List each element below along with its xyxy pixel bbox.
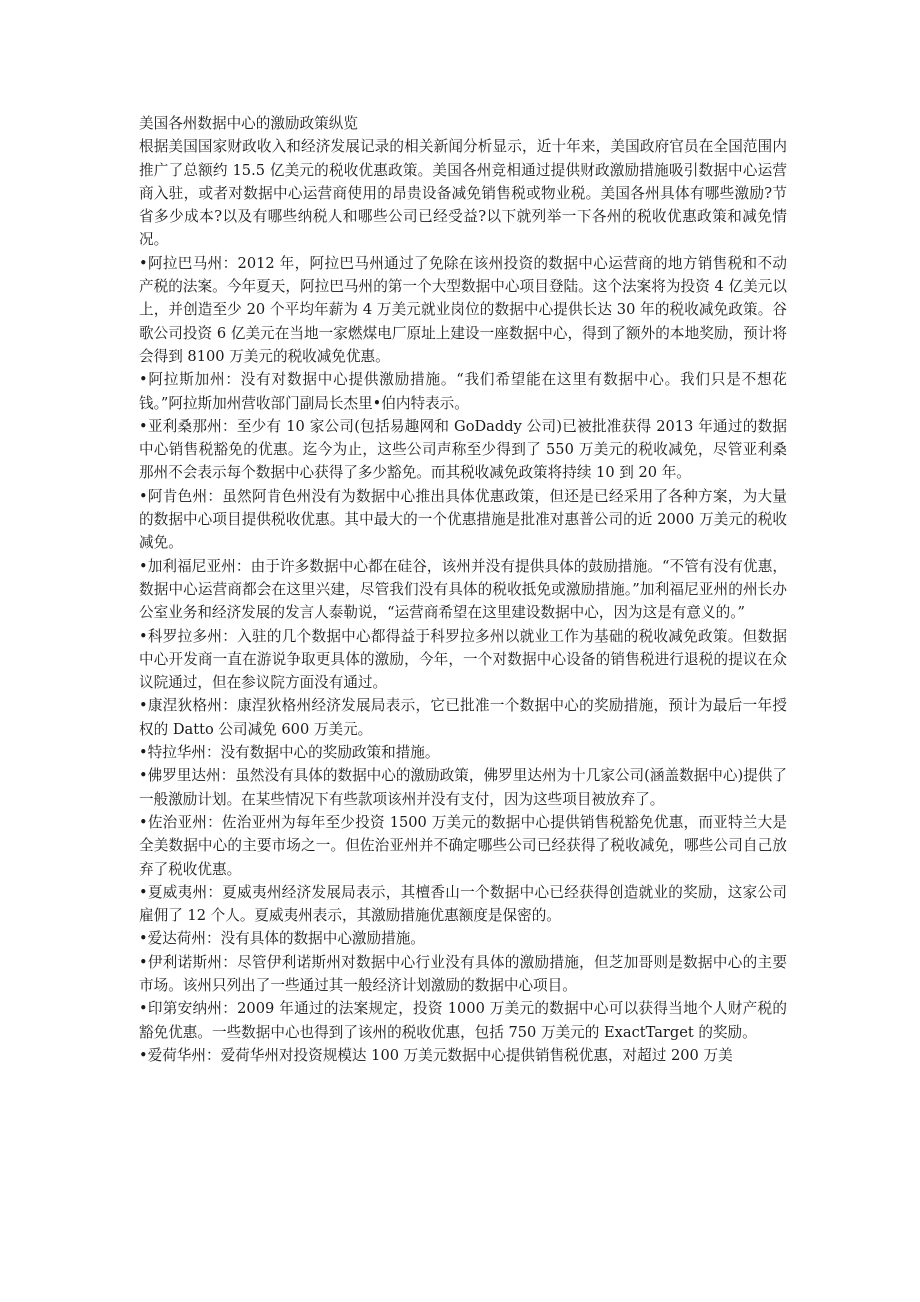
state-item-iowa: •爱荷华州：爱荷华州对投资规模达 100 万美元数据中心提供销售税优惠，对超过 200 万美 bbox=[139, 1046, 733, 1064]
document-body bbox=[139, 112, 787, 1067]
state-item-delaware: •特拉华州：没有数据中心的奖励政策和措施。 bbox=[139, 744, 440, 762]
state-item-california: •加利福尼亚州：由于许多数据中心都在硅谷，该州并没有提供具体的鼓励措施。“不管有没有优惠，数据中心运营商都会在这里兴建，尽管我们没有具体的税收抵免或激励措施。”加利福尼亚州的州长办公室业务和经济发展的发言人泰勒说，“运营商希望在这里建设数据中心，因为这是有意义的。” bbox=[139, 557, 787, 622]
state-item-georgia: •佐治亚州：佐治亚州为每年至少投资 1500 万美元的数据中心提供销售税豁免优惠，而亚特兰大是全美数据中心的主要市场之一。但佐治亚州并不确定哪些公司已经获得了税收减免，哪些公司自己放弃了税收优惠。 bbox=[139, 813, 787, 878]
state-item-arizona: •亚利桑那州：至少有 10 家公司(包括易趣网和 GoDaddy 公司)已被批准获得 2013 年通过的数据中心销售税豁免的优惠。迄今为止，这些公司声称至少得到了 550 万美元的税收减免，尽管亚利桑那州不会表示每个数据中心获得了多少豁免。而其税收减免政策将持续 10 到 20 年。 bbox=[139, 417, 787, 482]
state-item-colorado: •科罗拉多州：入驻的几个数据中心都得益于科罗拉多州以就业工作为基础的税收减免政策。但数据中心开发商一直在游说争取更具体的激励，今年，一个对数据中心设备的销售税进行退税的提议在众议院通过，但在参议院方面没有通过。 bbox=[139, 627, 787, 692]
state-item-florida: •佛罗里达州：虽然没有具体的数据中心的激励政策，佛罗里达州为十几家公司(涵盖数据中心)提供了一般激励计划。在某些情况下有些款项该州并没有支付，因为这些项目被放弃了。 bbox=[139, 767, 787, 808]
state-item-idaho: •爱达荷州：没有具体的数据中心激励措施。 bbox=[139, 930, 425, 948]
document-intro: 根据美国国家财政收入和经济发展记录的相关新闻分析显示，近十年来，美国政府官员在全国范围内推广了总额约 15.5 亿美元的税收优惠政策。美国各州竞相通过提供财政激励措施吸引数据中心运营商入驻，或者对数据中心运营商使用的昂贵设备减免销售税或物业税。美国各州具体有哪些激励?节省多少成本?以及有哪些纳税人和哪些公司已经受益?以下就列举一下各州的税收优惠政策和减免情况。 bbox=[139, 138, 788, 249]
state-item-hawaii: •夏威夷州：夏威夷州经济发展局表示，其檀香山一个数据中心已经获得创造就业的奖励，这家公司雇佣了 12 个人。夏威夷州表示，其激励措施优惠额度是保密的。 bbox=[139, 883, 787, 925]
state-item-connecticut: •康涅狄格州：康涅狄格州经济发展局表示，它已批准一个数据中心的奖励措施，预计为最后一年授权的 Datto 公司减免 600 万美元。 bbox=[139, 697, 787, 738]
document-title: 美国各州数据中心的激励政策纵览 bbox=[139, 115, 358, 132]
state-item-alaska: •阿拉斯加州：没有对数据中心提供激励措施。“我们希望能在这里有数据中心。我们只是不想花钱。”阿拉斯加州营收部门副局长杰里•伯内特表示。 bbox=[139, 371, 787, 412]
state-item-illinois: •伊利诺斯州：尽管伊利诺斯州对数据中心行业没有具体的激励措施，但芝加哥则是数据中心的主要市场。该州只列出了一些通过其一般经济计划激励的数据中心项目。 bbox=[139, 953, 787, 994]
state-item-indiana: •印第安纳州：2009 年通过的法案规定，投资 1000 万美元的数据中心可以获得当地个人财产税的豁免优惠。一些数据中心也得到了该州的税收优惠，包括 750 万美元的 ExactTarget 的奖励。 bbox=[139, 1000, 787, 1041]
state-item-alabama: •阿拉巴马州：2012 年，阿拉巴马州通过了免除在该州投资的数据中心运营商的地方销售税和不动产税的法案。今年夏天，阿拉巴马州的第一个大型数据中心项目登陆。这个法案将为投资 4 亿美元以上，并创造至少 20 个平均年薪为 4 万美元就业岗位的数据中心提供长达 30 年的税收减免政策。谷歌公司投资 6 亿美元在当地一家燃煤电厂原址上建设一座数据中心，得到了额外的本地奖励，预计将会得到 8100 万美元的税收减免优惠。 bbox=[139, 254, 787, 365]
state-item-arkansas: •阿肯色州：虽然阿肯色州没有为数据中心推出具体优惠政策，但还是已经采用了各种方案，为大量的数据中心项目提供税收优惠。其中最大的一个优惠措施是批准对惠普公司的近 2000 万美元的税收减免。 bbox=[139, 487, 787, 552]
